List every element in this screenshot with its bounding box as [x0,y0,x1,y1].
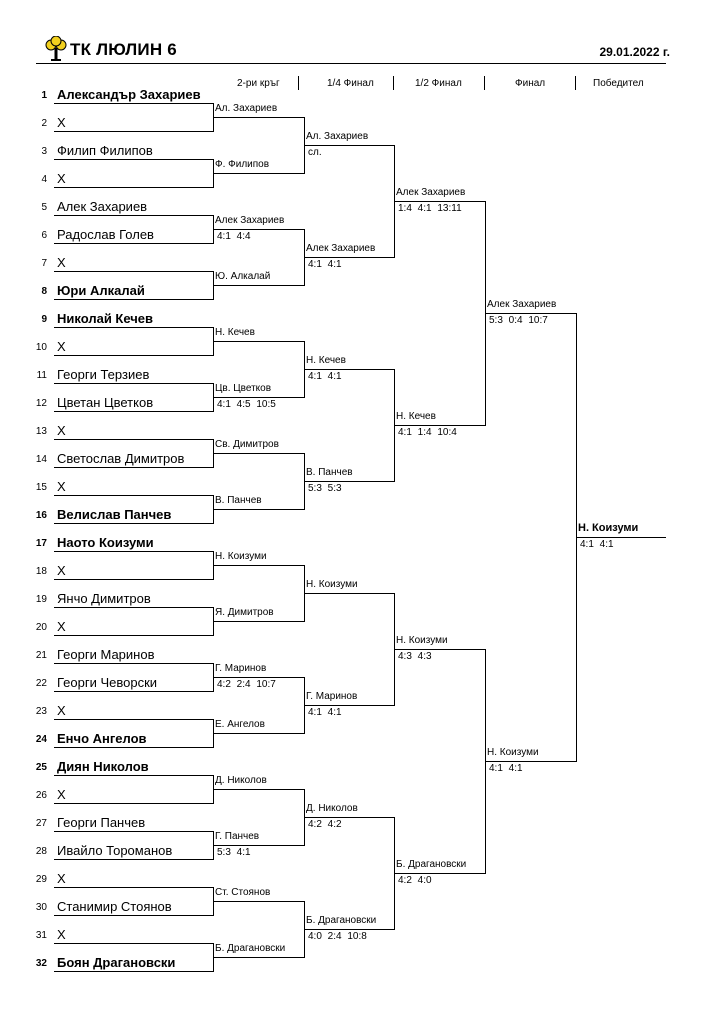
player-name: X [57,927,66,942]
player-line [54,243,214,244]
player-seed: 23 [35,706,47,717]
bracket-line [213,677,304,678]
player-name: X [57,619,66,634]
player-name: X [57,871,66,886]
player-name: Георги Маринов [57,647,155,662]
player-line [54,411,214,412]
player-line [54,495,214,496]
player-name: X [57,703,66,718]
match-winner: Ю. Алкалай [215,271,271,282]
player-seed: 9 [41,314,47,325]
match-score: сл. [308,147,322,158]
match-winner: Н. Коизуми [306,579,358,590]
match-winner: Алек Захариев [396,187,466,198]
player-seed: 7 [41,258,47,269]
player-line [54,467,214,468]
bracket-line [213,957,304,958]
match-score: 4:1 4:4 [217,231,251,242]
bracket-line [304,705,394,706]
player-seed: 14 [35,454,47,465]
match-winner: Н. Коизуми [487,747,539,758]
player-seed: 5 [41,202,47,213]
player-line [54,383,214,384]
match-winner: Ал. Захариев [306,131,369,142]
draw-date: 29.01.2022 г. [599,45,670,59]
player-name: X [57,255,66,270]
player-line [54,579,214,580]
match-winner: В. Панчев [215,495,262,506]
match-winner: Н. Кечев [215,327,255,338]
player-seed: 24 [35,734,47,745]
bracket-line [485,313,576,314]
player-line [54,775,214,776]
player-name: Георги Чеворски [57,675,158,690]
player-seed: 8 [41,286,47,297]
player-name: Радослав Голев [57,227,154,242]
player-line [54,271,214,272]
bracket-line [485,761,576,762]
player-line [54,635,214,636]
player-line [54,747,214,748]
match-winner: Св. Димитров [215,439,279,450]
bracket-line [394,201,485,202]
player-name: Ивайло Тороманов [57,843,173,858]
player-name: Енчо Ангелов [57,731,147,746]
match-winner: Алек Захариев [306,243,376,254]
player-line [54,299,214,300]
bracket-line [213,397,304,398]
player-seed: 32 [35,958,47,969]
player-name: Наото Коизуми [57,535,154,550]
player-seed: 29 [35,874,47,885]
player-seed: 25 [35,762,47,773]
player-line [54,831,214,832]
round-header-separator [575,76,576,90]
match-winner: Н. Коизуми [215,551,267,562]
match-winner: Цв. Цветков [215,383,272,394]
player-name: Диян Николов [57,759,149,774]
match-score: 4:1 4:1 [308,259,342,270]
player-name: X [57,339,66,354]
player-name: X [57,115,66,130]
match-winner: Е. Ангелов [215,719,265,730]
player-seed: 16 [35,510,47,521]
club-title: ТК ЛЮЛИН 6 [70,40,177,59]
player-line [54,551,214,552]
match-winner: Б. Драгановски [396,859,467,870]
bracket-line [213,845,304,846]
match-winner: Ст. Стоянов [215,887,271,898]
bracket-line [213,733,304,734]
bracket-line [304,145,394,146]
player-line [54,607,214,608]
player-seed: 19 [35,594,47,605]
player-seed: 21 [35,650,47,661]
bracket-line [213,341,304,342]
match-winner: Д. Николов [306,803,358,814]
player-line [54,663,214,664]
bracket-line [304,593,394,594]
player-seed: 27 [35,818,47,829]
match-winner: Н. Кечев [396,411,436,422]
match-winner: Г. Панчев [215,831,260,842]
player-name: Янчо Димитров [57,591,151,606]
match-score: 4:1 4:1 [489,763,523,774]
bracket-line [213,173,304,174]
match-score: 4:2 4:0 [398,875,432,886]
bracket-line [304,369,394,370]
match-score: 5:3 4:1 [217,847,251,858]
player-line [54,523,214,524]
player-name: Боян Драгановски [57,955,176,970]
player-line [54,355,214,356]
match-winner: Алек Захариев [215,215,285,226]
player-name: Юри Алкалай [57,283,145,298]
player-line [54,103,214,104]
bracket-line [213,117,304,118]
bracket-line [213,901,304,902]
match-winner: Г. Маринов [215,663,267,674]
match-score: 4:0 2:4 10:8 [308,931,367,942]
round-header-final: Финал [515,78,546,89]
match-winner: Г. Маринов [306,691,358,702]
player-line [54,327,214,328]
player-seed: 1 [41,90,47,101]
round-header-semifinal: 1/2 Финал [415,78,462,89]
player-line [54,691,214,692]
bracket-line [304,817,394,818]
player-line [54,915,214,916]
bracket-line [394,425,485,426]
bracket-line [213,565,304,566]
bracket-line [304,257,394,258]
bracket-line [213,229,304,230]
player-line [54,971,214,972]
round-header-separator [298,76,299,90]
match-score: 1:4 4:1 13:11 [398,203,462,214]
player-line [54,803,214,804]
player-name: Алек Захариев [57,199,148,214]
round-header-winner: Победител [593,78,644,89]
match-score: 5:3 5:3 [308,483,342,494]
player-name: Цветан Цветков [57,395,154,410]
match-score: 4:2 4:2 [308,819,342,830]
tennis-balls-tree-icon [44,36,68,62]
player-line [54,859,214,860]
bracket-line [213,789,304,790]
player-name: X [57,787,66,802]
player-name: Николай Кечев [57,311,154,326]
match-score: 4:1 4:5 10:5 [217,399,276,410]
player-name: Александър Захариев [57,87,201,102]
player-seed: 12 [35,398,47,409]
round-header-2nd: 2-ри кръг [237,78,280,89]
player-seed: 3 [41,146,47,157]
match-winner: Б. Драгановски [215,943,286,954]
player-name: Светослав Димитров [57,451,185,466]
player-seed: 28 [35,846,47,857]
bracket-line [394,873,485,874]
round-header-quarterfinal: 1/4 Финал [327,78,374,89]
player-name: Георги Терзиев [57,367,150,382]
player-seed: 30 [35,902,47,913]
bracket-line [304,929,394,930]
bracket-line [213,285,304,286]
player-name: X [57,479,66,494]
player-name: Филип Филипов [57,143,153,158]
bracket-line [213,621,304,622]
match-winner: Я. Димитров [215,607,274,618]
player-name: Георги Панчев [57,815,146,830]
match-winner: Б. Драгановски [306,915,377,926]
bracket-line [576,537,666,538]
player-seed: 22 [35,678,47,689]
player-seed: 17 [35,538,47,549]
player-seed: 6 [41,230,47,241]
match-score: 4:3 4:3 [398,651,432,662]
match-score: 4:1 4:1 [580,539,614,550]
player-seed: 10 [35,342,47,353]
match-winner: Н. Коизуми [396,635,448,646]
header-rule [36,63,666,64]
match-winner: Ал. Захариев [215,103,278,114]
player-name: X [57,171,66,186]
player-seed: 31 [35,930,47,941]
player-line [54,719,214,720]
bracket-line [304,481,394,482]
player-line [54,187,214,188]
player-name: X [57,563,66,578]
match-score: 4:1 4:1 [308,707,342,718]
round-header-separator [393,76,394,90]
match-winner: В. Панчев [306,467,353,478]
player-line [54,887,214,888]
match-score: 4:2 2:4 10:7 [217,679,276,690]
player-line [54,215,214,216]
player-seed: 20 [35,622,47,633]
player-name: Велислав Панчев [57,507,172,522]
player-line [54,159,214,160]
match-score: 4:1 1:4 10:4 [398,427,457,438]
player-line [54,131,214,132]
player-seed: 26 [35,790,47,801]
bracket-line [213,509,304,510]
player-name: X [57,423,66,438]
bracket-line [213,453,304,454]
player-seed: 15 [35,482,47,493]
match-winner: Н. Кечев [306,355,346,366]
match-score: 5:3 0:4 10:7 [489,315,548,326]
player-seed: 18 [35,566,47,577]
player-line [54,943,214,944]
player-seed: 13 [35,426,47,437]
player-line [54,439,214,440]
champion-name: Н. Коизуми [578,522,639,534]
bracket-line [394,649,485,650]
player-name: Станимир Стоянов [57,899,172,914]
match-winner: Алек Захариев [487,299,557,310]
player-seed: 11 [36,370,47,381]
player-seed: 4 [41,174,47,185]
match-winner: Ф. Филипов [215,159,270,170]
player-seed: 2 [41,118,47,129]
round-header-separator [484,76,485,90]
match-winner: Д. Николов [215,775,267,786]
match-score: 4:1 4:1 [308,371,342,382]
